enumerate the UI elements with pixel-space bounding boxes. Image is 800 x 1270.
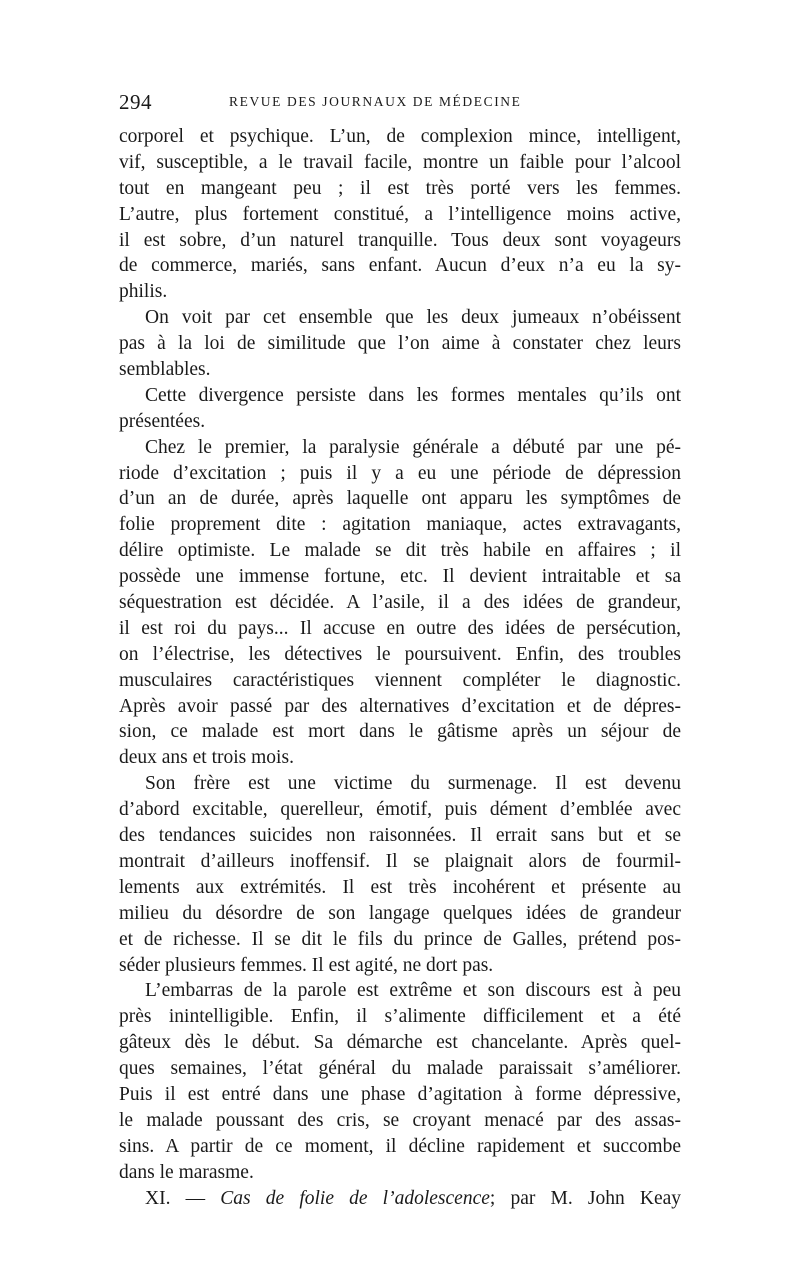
text-line: séder plusieurs femmes. Il est agité, ne dort pas. bbox=[119, 954, 494, 976]
section-heading bbox=[119, 1186, 681, 1212]
text-line: il est roi du pays... Il accuse en outre des idées de persécution, bbox=[119, 617, 681, 639]
text-line: ques semaines, l’état général du malade paraissait s’améliorer. bbox=[119, 1058, 681, 1080]
text-line: des tendances suicides non raisonnées. Il errait sans but et se bbox=[119, 825, 681, 847]
text-line: philis. bbox=[119, 281, 168, 303]
text-line: pas à la loi de similitude que l’on aime à constater chez leurs bbox=[119, 333, 681, 355]
text-line: musculaires caractéristiques viennent compléter le diagnostic. bbox=[119, 669, 681, 691]
section-title: Cas de folie de l’adolescence bbox=[220, 1187, 490, 1209]
section-author: ; par M. John Keay bbox=[489, 1187, 682, 1209]
text-line: lements aux extrémités. Il est très incohérent et présente au bbox=[119, 876, 681, 898]
text-line: séquestration est décidée. A l’asile, il a des idées de grandeur, bbox=[119, 592, 681, 614]
text-line: semblables. bbox=[119, 359, 211, 381]
text-line: Son frère est une victime du surmenage. Il est devenu bbox=[145, 773, 681, 795]
text-line: on l’électrise, les détectives le poursuivent. Enfin, des troubles bbox=[119, 643, 681, 665]
text-line: On voit par cet ensemble que les deux jumeaux n’obéissent bbox=[145, 307, 681, 329]
running-head bbox=[119, 90, 679, 116]
text-line: tout en mangeant peu ; il est très porté vers les femmes. bbox=[119, 177, 681, 199]
text-line: L’autre, plus fortement constitué, a l’intelligence moins active, bbox=[119, 203, 681, 225]
text-line: Puis il est entré dans une phase d’agitation à forme dépressive, bbox=[119, 1083, 681, 1105]
text-line: de commerce, mariés, sans enfant. Aucun d’eux n’a eu la sy- bbox=[119, 255, 681, 277]
section-number: XI. — bbox=[145, 1187, 206, 1209]
text-line: sins. A partir de ce moment, il décline rapidement et succombe bbox=[119, 1135, 681, 1157]
text-line: montrait d’ailleurs inoffensif. Il se plaignait alors de fourmil- bbox=[119, 850, 681, 872]
text-line: folie proprement dite : agitation maniaque, actes extravagants, bbox=[119, 514, 681, 536]
text-line: milieu du désordre de son langage quelques idées de grandeur bbox=[119, 902, 681, 924]
body-text bbox=[119, 124, 681, 1211]
text-line: Cette divergence persiste dans les formes mentales qu’ils ont bbox=[145, 384, 681, 406]
text-line: riode d’excitation ; puis il y a eu une période de dépression bbox=[119, 462, 681, 484]
text-line: deux ans et trois mois. bbox=[119, 747, 294, 769]
text-line: gâteux dès le début. Sa démarche est chancelante. Après quel- bbox=[119, 1032, 681, 1054]
running-title: REVUE DES JOURNAUX DE MÉDECINE bbox=[229, 94, 522, 109]
text-line: L’embarras de la parole est extrême et son discours est à peu bbox=[145, 980, 681, 1002]
text-line: d’un an de durée, après laquelle ont apparu les symptômes de bbox=[119, 488, 681, 510]
text-line: délire optimiste. Le malade se dit très habile en affaires ; il bbox=[119, 540, 681, 562]
text-line: Après avoir passé par des alternatives d’excitation et de dépres- bbox=[119, 695, 681, 717]
text-line: Chez le premier, la paralysie générale a débuté par une pé- bbox=[145, 436, 681, 458]
page-number: 294 bbox=[119, 90, 152, 114]
text-line: le malade poussant des cris, se croyant menacé par des assas- bbox=[119, 1109, 681, 1131]
text-line: corporel et psychique. L’un, de complexion mince, intelligent, bbox=[119, 126, 681, 147]
text-line: d’abord excitable, querelleur, émotif, puis dément d’emblée avec bbox=[119, 799, 681, 821]
text-line: dans le marasme. bbox=[119, 1161, 254, 1183]
text-line: près inintelligible. Enfin, il s’alimente difficilement et a été bbox=[119, 1006, 681, 1028]
text-line: et de richesse. Il se dit le fils du prince de Galles, prétend pos- bbox=[119, 928, 681, 950]
text-line: sion, ce malade est mort dans le gâtisme après un séjour de bbox=[119, 721, 681, 743]
text-line: vif, susceptible, a le travail facile, montre un faible pour l’alcool bbox=[119, 151, 681, 173]
text-line: possède une immense fortune, etc. Il devient intraitable et sa bbox=[119, 566, 681, 588]
text-line: présentées. bbox=[119, 410, 206, 432]
text-line: il est sobre, d’un naturel tranquille. Tous deux sont voyageurs bbox=[119, 229, 681, 251]
